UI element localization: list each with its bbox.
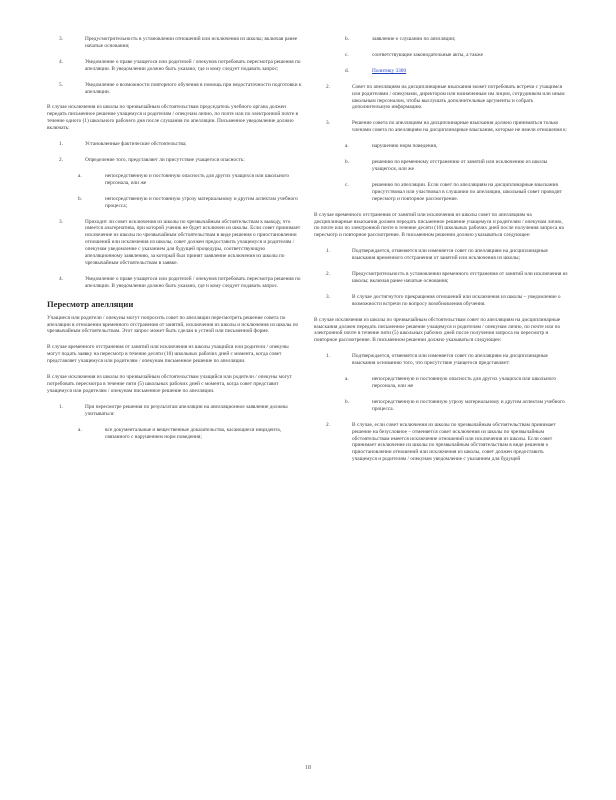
list-item [314,422,569,463]
list-text: решению по апелляции. Если совет по апелляциям на дисциплинарные взыскания присутствовал или участвовал в слушании по апелляции, школьный совет проводит пересмотр и повторное рассмотрение. [372,181,562,202]
list-number: b. [345,398,349,405]
list-item [47,59,302,73]
list-item [314,52,569,59]
page-number: 18 [305,765,311,771]
list-number: c. [345,181,349,188]
list-item [314,353,569,367]
list-item [314,376,569,390]
list-number: 4. [59,275,63,282]
section-heading: Пересмотр апелляции [47,298,134,309]
list-text: В случае достигнутого прекращения отношений или исключения из школы – уведомление о возможности встречи по вопросу возобновления обучения. [352,293,561,307]
list-item [47,276,302,290]
list-number: d. [345,67,349,74]
list-number: a. [78,172,82,179]
right-top-sub-list [314,36,569,59]
list-text: Подтверждается, отменяется или изменяется совет по апелляциям на дисциплинарные взыскания основанию того, что присутствие учащегося представляет: [352,353,548,367]
list-number: 1. [326,353,330,360]
list-text: Определение того, представляет ли присутствие учащегося опасность: [85,156,245,163]
list-item [314,68,569,75]
list-number: 2. [326,271,330,278]
right-column [314,36,569,472]
list-item [47,82,302,96]
list-number: b. [345,36,349,42]
list-text: Уведомление о праве учащегося или родителей / опекунов потребовать пересмотра решения по апелляции. В уведомлении должно быть указано, где и кому следует подавать запрос. [85,275,301,289]
list-item [47,141,302,148]
review-list [47,404,302,418]
list-number: 3. [326,293,330,300]
list-text: непосредственную и постоянную угрозу материальному и другим аспектам учебного процесса; [105,195,298,209]
paragraph: Учащиеся или родители / опекуны могут попросить совет по апелляции пересмотреть решение совета по апелляции в отношении временного отстранения от занятий, исключения из школы и исключения из школы по чрезвычайным обстоятельствам. Этот запрос может быть сделан в устной или письменной форме. [47,314,299,335]
list-number: 1. [326,248,330,255]
right-list-3 [314,353,569,367]
right-sub-list [314,143,569,202]
list-text: решению по временному отстранению от занятий или исключению из школы учащегося, или же [372,159,548,172]
list-text: Уведомление о праве учащегося или родителей / опекунов потребовать пересмотра решения по апелляции. В уведомлении должно быть указано, где и кому следует подавать запрос; [85,58,301,72]
list-text: Подтверждается, отменяется или изменяется совет по апелляциям на дисциплинарные взыскания временного отстранения от занятий или исключения из школы; [352,248,548,262]
list-text: Уведомление о возможности повторного обучения в помощь при недостаточности подготовки к апелляции. [85,81,302,95]
list-number: b. [345,159,349,166]
list-text: Совет по апелляциям на дисциплинарные взыскания может потребовать встречи с учащимся или родителями / опекунами, директором или назначенным им лицом, сотрудником или иным школьным персоналом, чтобы выслушать дополнительные аргументы и собрать дополнительную информацию. [352,83,565,111]
left-top-list [47,36,302,95]
list-text: При пересмотре решения по результатам апелляции на апелляционное заявление должны учитываться: [85,403,288,417]
list-item [47,36,302,50]
list-item [47,427,302,441]
list-item [314,182,569,203]
list-number: 2. [326,421,330,428]
list-text: В случае, если совет исключения из школы по чрезвычайным обстоятельствам принимает решение на безусловное – отменяется совет исключения из школы по чрезвычайным обстоятельствам имеется исключение отношений или исключения из школы. Если совет принимает исключение из школы по чрезвычайным обстоятельствам в виде решения о приостановлении отношений или исключения из школы, совет должен предоставить учащемуся и родителям / опекунам уведомление с указанием для будущей [352,421,556,463]
paragraph: В случае исключения из школы по чрезвычайным обстоятельствам совет по апелляциям на дисциплинарные взыскания должен передать письменное решение учащемуся и родителям / опекунам лично, по почте или по электронной почте в течение пяти (5) школьных рабочих дней после получения запроса на пересмотр и повторное рассмотрение. В письменном решении должно указываться следующее: [314,316,561,344]
list-item [314,36,569,43]
list-number: 2. [326,83,330,90]
decision-sub-list [47,173,302,210]
list-text: все документальные и вещественные доказательства, касающиеся инцидента, связанного с нарушением норм поведения; [105,426,282,440]
list-text: заявление о слушании по апелляции; [372,36,456,42]
list-text: нарушению норм поведения, [372,143,438,150]
list-item [314,399,569,413]
left-column [47,36,302,449]
policy-link[interactable]: Политику 3300 [372,67,407,74]
list-number: 3. [326,120,330,127]
list-number: 3. [59,218,63,225]
list-text: Решение совета по апелляциям на дисциплинарные взыскания должно приниматься только членами совета по апелляциям на дисциплинарные взыскания, которые не имели отношения к: [352,120,568,134]
paragraph: В случае временного отстранения от занятий или исключения из школы учащийся или родители / опекуны могут подать заявку на пересмотр в течение десяти (10) школьных рабочих дней с момента, когда совет представляет учащемуся или родителям / опекунам письменное решение по апелляции. [47,344,289,365]
list-text: Установленные фактические обстоятельства; [85,141,187,148]
list-number: c. [345,51,349,58]
list-item [314,120,569,134]
list-text: непосредственную и постоянную угрозу материальному и другим аспектам учебного процесса. [372,398,565,412]
list-item [314,84,569,112]
list-number: 1. [59,141,63,148]
list-item [47,219,302,267]
list-text: непосредственную и постоянную опасность для других учащихся или школьного персонала, или же [105,172,290,186]
list-number: a. [345,376,349,383]
paragraph: В случае временного отстранения от занятий или исключения из школы совет по апелляциям на дисциплинарные взыскания должен передать письменное решение учащемуся и родителям / опекунам лично, по почте или по электронной почте в течение десяти (10) школьных рабочих дней после получения запроса на пересмотр и повторное рассмотрение. В письменном решении должно указываться следующее: [314,211,564,239]
list-item [314,294,569,308]
list-item [47,173,302,187]
list-number: a. [345,143,349,150]
list-number: 2. [59,156,63,163]
list-number: 1. [59,403,63,410]
list-item [314,143,569,150]
right-sub-list-2 [314,376,569,413]
list-item [314,271,569,285]
list-text: Приходит ли совет исключения из школы по чрезвычайным обстоятельствам к выводу, что имеется альтернатива, при которой ученик не будет исключен из школы. Если совет принимает исключение из школы по чрезвычайным обстоятельствам в виде решения о приостановлении отношений или исключения из школы, совет должен предоставить учащемуся и родителям / опекунам уведомление с указанием для будущей процедуры, соответствующую апелляционному заявлению, за который был принят заявление исключения из школы по чрезвычайным обстоятельствам в заявке. [85,218,301,266]
list-item [314,248,569,262]
list-text: Предусмотрительность в установлении отношений или исключения из школы; включая ранее начатые основания; [85,36,298,49]
list-text: Предусмотрительность в установлении временного отстранения от занятий или исключения из школы; включая ранее начатые основания; [352,271,568,284]
list-item [47,157,302,164]
right-list-4 [314,422,569,463]
list-number: 4. [59,58,63,65]
list-item [47,196,302,210]
right-list [314,84,569,134]
list-item [47,404,302,418]
right-list-2 [314,248,569,307]
paragraph: В случае исключения из школы по чрезвычайным обстоятельствам председатель учебного органа должен передать письменное решение учащемуся и родителям / опекунам лично, по почте или по электронной почте в течение одного (1) школьного рабочего дня после слушания по апелляции. Письменное уведомление должно включать: [47,104,299,132]
decision-list [47,141,302,164]
paragraph: В случае исключения из школы по чрезвычайным обстоятельствам учащийся или родители / опекуны могут потребовать пересмотра в течение пяти (5) школьных рабочих дней с момента, когда совет представит учащемуся или родителям / опекунам письменное решение по апелляции. [47,374,292,394]
list-number: 3. [59,36,63,42]
list-text: непосредственную и постоянную опасность для других учащихся или школьного персонала, или же [372,376,557,389]
list-text: соответствующие законодательные акты, а также [372,51,483,58]
list-item [314,159,569,173]
decision-list-continued [47,219,302,290]
review-sub-list [47,427,302,441]
list-number: b. [78,195,82,202]
list-number: a. [78,426,82,433]
list-number: 5. [59,81,63,88]
